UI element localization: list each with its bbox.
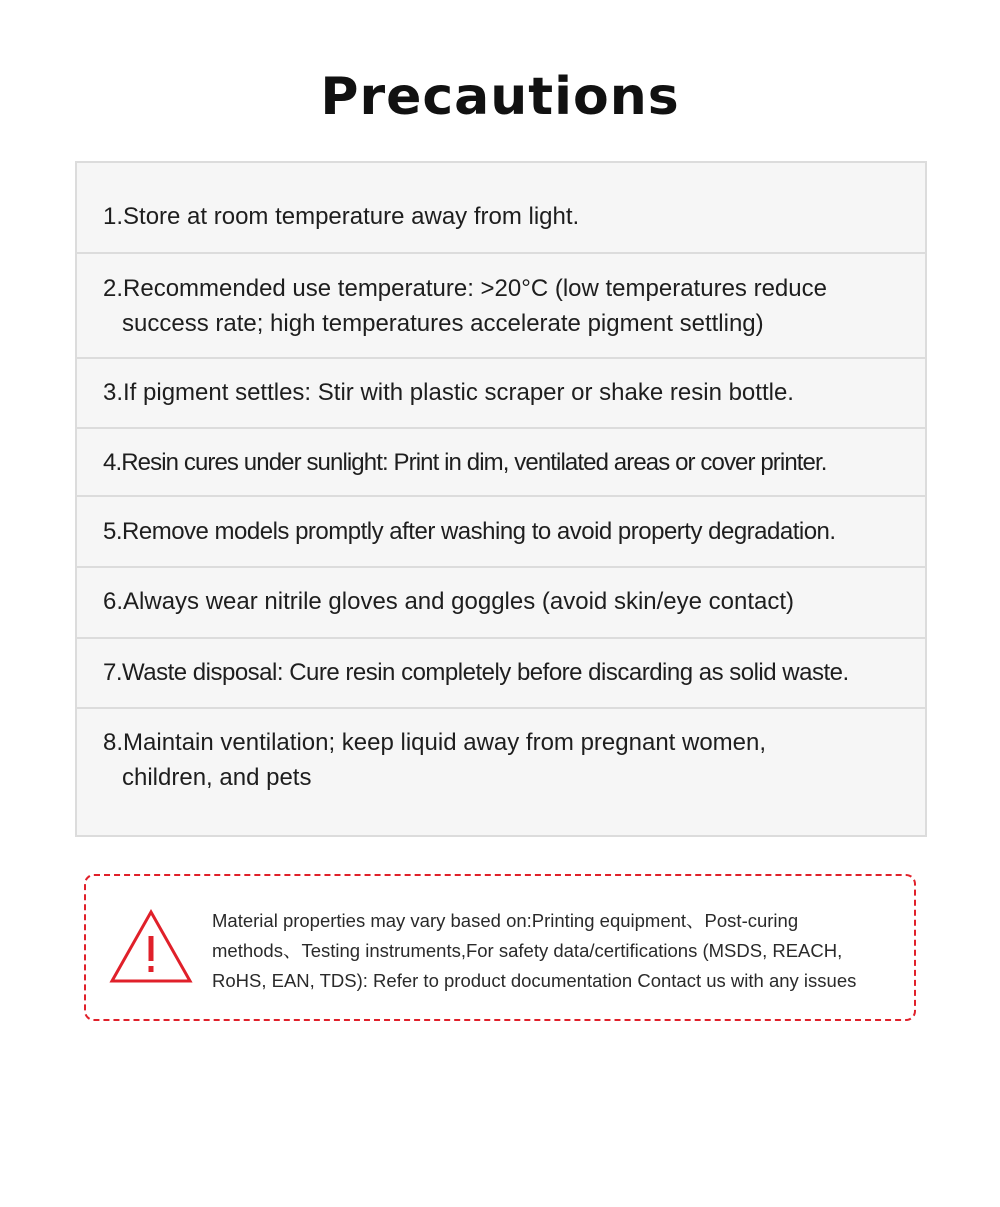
list-item-text: 1.Store at room temperature away from light. bbox=[103, 203, 580, 230]
precautions-list bbox=[75, 161, 927, 837]
list-item-text: 6.Always wear nitrile gloves and goggles (avoid skin/eye contact) bbox=[103, 588, 795, 615]
list-item bbox=[77, 568, 925, 639]
warning-triangle-icon bbox=[108, 908, 194, 986]
safety-notice-box bbox=[84, 874, 916, 1021]
list-item bbox=[77, 254, 925, 359]
list-item-text: 3.If pigment settles: Stir with plastic scraper or shake resin bottle. bbox=[103, 379, 794, 406]
list-item bbox=[77, 497, 925, 568]
page-title: Precautions bbox=[320, 67, 680, 127]
list-item-text: 5.Remove models promptly after washing to avoid property degradation. bbox=[103, 518, 836, 545]
list-item-text: 2.Recommended use temperature: >20°C (low temperatures reduce success rate; high temperatures accelerate pigment settling) bbox=[103, 275, 827, 337]
list-item-text: 7.Waste disposal: Cure resin completely before discarding as solid waste. bbox=[103, 659, 849, 686]
list-item bbox=[77, 639, 925, 709]
list-item bbox=[77, 709, 925, 835]
list-item bbox=[77, 163, 925, 254]
list-item-text: 4.Resin cures under sunlight: Print in dim, ventilated areas or cover printer. bbox=[103, 449, 827, 476]
list-item-text: 8.Maintain ventilation; keep liquid away from pregnant women, children, and pets bbox=[103, 729, 767, 791]
list-item bbox=[77, 359, 925, 429]
safety-notice-text: Material properties may vary based on:Printing equipment、Post-curing methods、Testing instruments,For safety data/certifications (MSDS, REACH, RoHS, EAN, TDS): Refer to product documentation Contact us with any issues bbox=[212, 910, 857, 991]
list-item bbox=[77, 429, 925, 497]
